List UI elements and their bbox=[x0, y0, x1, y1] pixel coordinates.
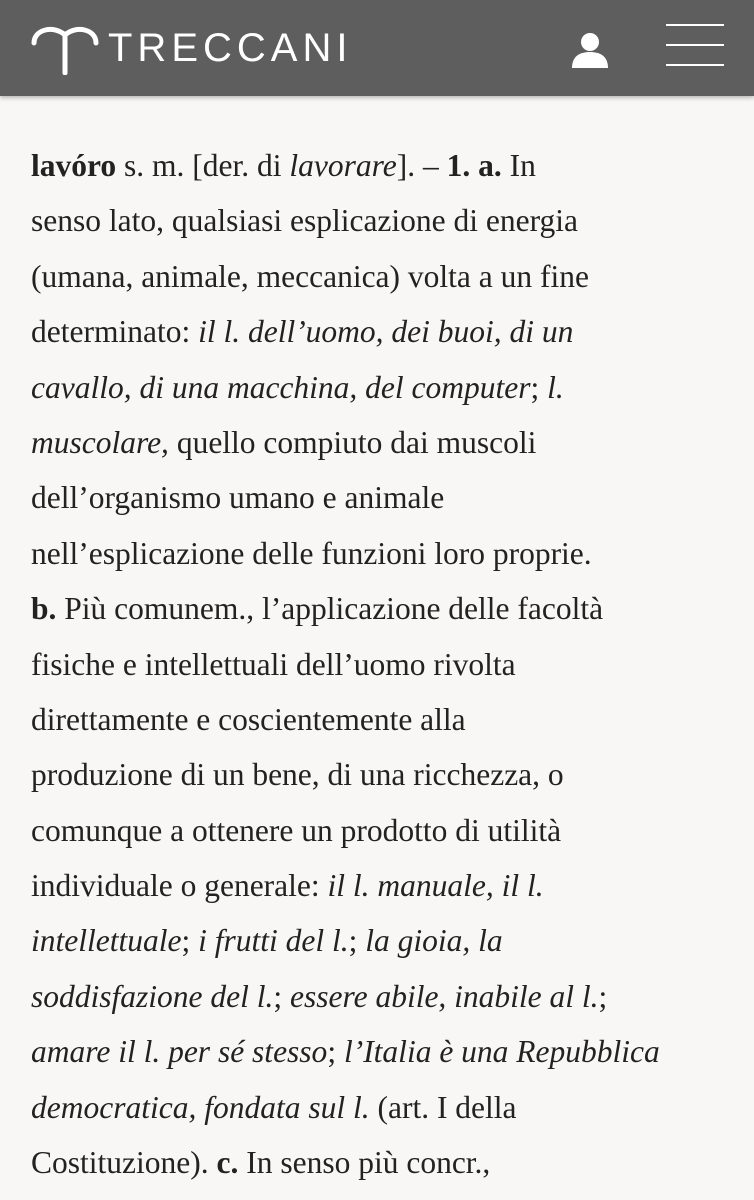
entry-italic-text: la gioia, la bbox=[365, 923, 503, 959]
entry-text: dell’organismo umano e animale bbox=[31, 480, 445, 516]
entry-italic-text: l’Italia è una Repubblica bbox=[343, 1034, 660, 1070]
entry-italic-text: l. bbox=[547, 369, 564, 405]
entry-italic-text: i frutti del l. bbox=[198, 923, 349, 959]
hamburger-menu-icon bbox=[666, 24, 724, 26]
user-account-button[interactable] bbox=[570, 30, 610, 70]
entry-line bbox=[31, 803, 731, 858]
hamburger-menu-button[interactable] bbox=[666, 20, 724, 70]
entry-text: ; bbox=[181, 923, 199, 959]
entry-line bbox=[31, 304, 731, 359]
entry-line bbox=[31, 249, 731, 304]
entry-line bbox=[31, 913, 731, 968]
entry-line bbox=[31, 1080, 731, 1135]
entry-bold-text: 1. a. bbox=[446, 148, 502, 183]
entry-text: In bbox=[501, 148, 536, 183]
entry-line bbox=[31, 415, 731, 470]
entry-text: In senso più concr., bbox=[238, 1145, 491, 1181]
entry-line bbox=[31, 193, 731, 248]
treccani-logo[interactable] bbox=[30, 20, 352, 76]
entry-italic-text: intellettuale bbox=[31, 923, 182, 959]
entry-text: (art. I della bbox=[369, 1089, 517, 1125]
hamburger-menu-icon bbox=[666, 44, 724, 46]
entry-line bbox=[31, 526, 731, 581]
entry-italic-text: essere abile, inabile al l. bbox=[290, 978, 599, 1014]
entry-italic-text: democratica, fondata sul l. bbox=[31, 1089, 370, 1125]
entry-text: comunque a ottenere un prodotto di utilità bbox=[31, 812, 562, 848]
entry-italic-text: soddisfazione del l. bbox=[31, 978, 274, 1014]
entry-text: ; bbox=[327, 1034, 344, 1070]
site-header bbox=[0, 0, 754, 96]
entry-line bbox=[31, 747, 731, 802]
entry-text: senso lato, qualsiasi esplicazione di energia bbox=[31, 203, 579, 239]
entry-text: ; bbox=[348, 923, 366, 959]
entry-line bbox=[31, 1135, 731, 1190]
entry-line bbox=[31, 138, 731, 193]
entry-line bbox=[31, 858, 731, 913]
entry-italic-text: muscolare, bbox=[31, 424, 169, 460]
entry-text: s. m. [der. di bbox=[116, 148, 290, 183]
entry-italic-text: il l. manuale, il l. bbox=[327, 868, 544, 904]
entry-text: individuale o generale: bbox=[31, 868, 328, 904]
entry-italic-text: il l. dell’uomo, dei buoi, di un bbox=[198, 314, 574, 350]
entry-italic-text: lavorare bbox=[289, 148, 397, 183]
entry-line bbox=[31, 637, 731, 692]
entry-text: direttamente e coscientemente alla bbox=[31, 701, 466, 737]
hamburger-menu-icon bbox=[666, 64, 724, 66]
entry-bold-text: lavóro bbox=[31, 148, 117, 183]
entry-line bbox=[31, 360, 731, 415]
entry-text: ; bbox=[273, 978, 291, 1014]
entry-text: (umana, animale, meccanica) volta a un fine bbox=[31, 258, 589, 294]
entry-text: fisiche e intellettuali dell’uomo rivolta bbox=[31, 646, 516, 682]
entry-text: ; bbox=[530, 369, 548, 405]
entry-line bbox=[31, 581, 731, 636]
treccani-logo-mark-icon bbox=[30, 21, 100, 75]
entry-line bbox=[31, 692, 731, 747]
entry-line bbox=[31, 969, 731, 1024]
dictionary-entry bbox=[31, 138, 731, 1190]
entry-bold-text: b. bbox=[31, 591, 57, 627]
entry-line bbox=[31, 470, 731, 525]
entry-text: quello compiuto dai muscoli bbox=[168, 424, 537, 460]
entry-bold-text: c. bbox=[216, 1145, 239, 1181]
logo-text: TRECCANI bbox=[108, 26, 353, 70]
entry-text: nell’esplicazione delle funzioni loro proprie. bbox=[31, 535, 592, 571]
entry-text: Costituzione). bbox=[31, 1145, 217, 1181]
entry-text: determinato: bbox=[31, 314, 199, 350]
entry-line bbox=[31, 1024, 731, 1079]
entry-italic-text: cavallo, di una macchina, del computer bbox=[31, 369, 531, 405]
entry-text: Più comunem., l’applicazione delle facoltà bbox=[56, 591, 604, 627]
entry-text: ]. – bbox=[396, 148, 447, 183]
entry-text: ; bbox=[598, 978, 608, 1014]
entry-italic-text: amare il l. per sé stesso bbox=[31, 1034, 328, 1070]
user-icon bbox=[570, 30, 610, 70]
entry-text: produzione di un bene, di una ricchezza, o bbox=[31, 757, 564, 793]
